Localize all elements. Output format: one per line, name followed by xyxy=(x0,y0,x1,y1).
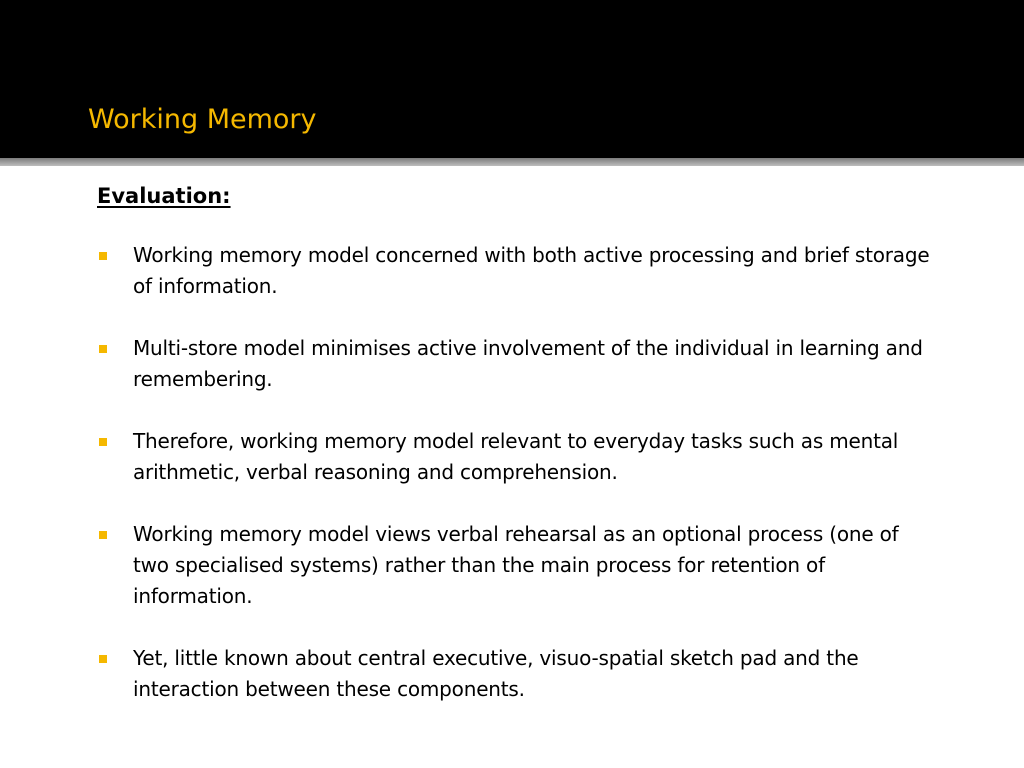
slide-body xyxy=(0,170,1024,768)
square-bullet-icon xyxy=(99,438,107,446)
square-bullet-icon xyxy=(99,345,107,353)
bullet-text: Therefore, working memory model relevant to everyday tasks such as mental arithmetic, verbal reasoning and comprehension. xyxy=(133,429,899,484)
list-item xyxy=(0,519,1024,612)
list-item xyxy=(0,240,1024,302)
square-bullet-icon xyxy=(99,252,107,260)
section-heading: Evaluation: xyxy=(97,184,231,208)
bullet-text: Working memory model concerned with both active processing and brief storage of information. xyxy=(133,243,930,298)
bullet-list xyxy=(0,240,1024,736)
bullet-text: Yet, little known about central executive, visuo-spatial sketch pad and the interaction between these components. xyxy=(133,646,859,701)
bullet-text: Working memory model views verbal rehearsal as an optional process (one of two specialised systems) rather than the main process for retention of information. xyxy=(133,522,899,608)
square-bullet-icon xyxy=(99,531,107,539)
list-item xyxy=(0,426,1024,488)
title-bar xyxy=(0,0,1024,158)
list-item xyxy=(0,643,1024,705)
title-divider xyxy=(0,158,1024,166)
list-item xyxy=(0,333,1024,395)
square-bullet-icon xyxy=(99,655,107,663)
bullet-text: Multi-store model minimises active involvement of the individual in learning and remembering. xyxy=(133,336,923,391)
slide-title: Working Memory xyxy=(88,104,317,135)
